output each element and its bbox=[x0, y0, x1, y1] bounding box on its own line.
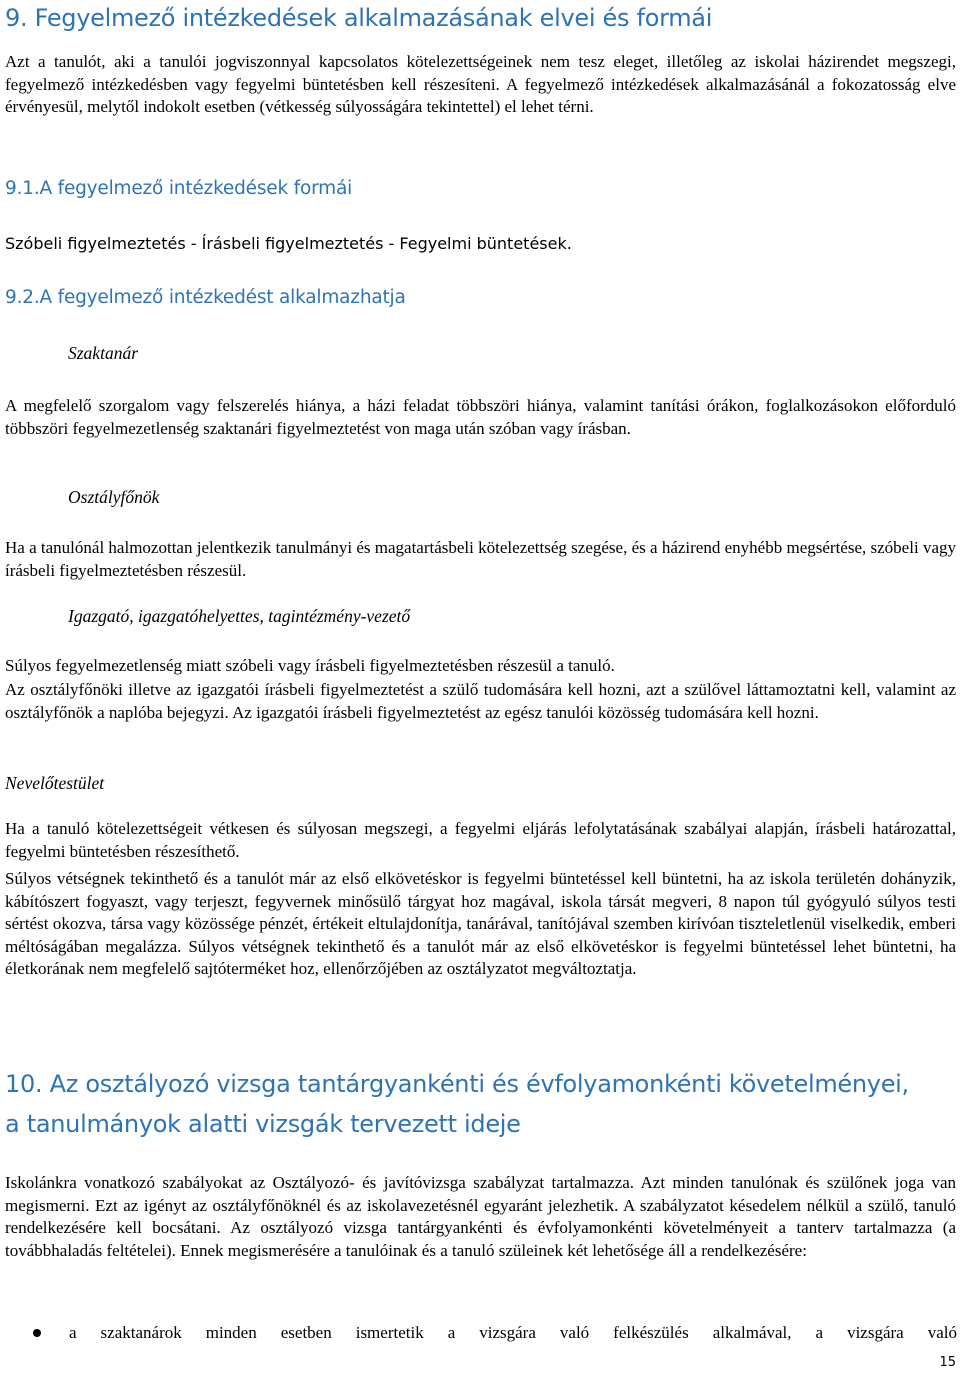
section-9-1-heading: 9.1.A fegyelmező intézkedések formái bbox=[5, 178, 353, 199]
szaktanar-label: Szaktanár bbox=[68, 343, 138, 363]
section-9-1-text: Szóbeli figyelmeztetés - Írásbeli figyelmeztetés - Fegyelmi büntetések. bbox=[5, 234, 572, 253]
section-10-heading-line-1: 10. Az osztályozó vizsga tantárgyankénti és évfolyamonkénti követelményei, bbox=[5, 1070, 909, 1098]
igazgato-label: Igazgató, igazgatóhelyettes, tagintézmény-vezető bbox=[68, 606, 411, 626]
nevelotestulet-label: Nevelőtestület bbox=[5, 773, 105, 793]
nevelotestulet-paragraph-1: Ha a tanuló kötelezettségeit vétkesen és súlyosan megszegi, a fegyelmi eljárás lefolytatásának szabályai alapján, írásbeli határozattal, fegyelmi büntetésben részesíthető. bbox=[5, 819, 956, 861]
osztalyfonok-label: Osztályfőnök bbox=[68, 487, 160, 507]
page-number: 15 bbox=[939, 1355, 956, 1370]
section-9-heading: 9. Fegyelmező intézkedések alkalmazásának elvei és formái bbox=[5, 4, 713, 32]
list-item-text: a szaktanárok minden esetben ismertetik a vizsgára való felkészülés alkalmával, a vizsgára való bbox=[69, 1323, 957, 1342]
section-10-paragraph: Iskolánkra vonatkozó szabályokat az Osztályozó- és javítóvizsga szabályzat tartalmazza. Azt minden tanulónak és szülőnek joga van megismerni. Ezt az igényt az osztályfőnöknél és az iskolavezetésnél egyaránt jelezhetik. A szabályzatot késedelem nélkül a szülő, tanuló rendelkezésére kell bocsátani. Az osztályozó vizsga tantárgyankénti és évfolyamonkénti követelményeit a tanterv tartalmazza (a továbbhaladás feltételei). Ennek megismerésére a tanulóinak és a tanuló szüleinek két lehetősége áll a rendelkezésére: bbox=[5, 1173, 956, 1260]
osztalyfonok-paragraph: Ha a tanulónál halmozottan jelentkezik tanulmányi és magatartásbeli kötelezettség szegése, és a házirend enyhébb megsértése, szóbeli vagy írásbeli figyelmeztetésben részesül. bbox=[5, 538, 956, 580]
nevelotestulet-paragraph-2: Súlyos vétségnek tekinthető és a tanulót már az első elkövetéskor is fegyelmi büntetéssel kell büntetni, ha az iskola területén dohányzik, kábítószert fogyaszt, vagy terjeszt, fegyvernek minősülő tárgyat hoz magával, iskola társát megveri, 8 napon túl gyógyuló súlyos testi sértést okozva, társa vagy közössége pénzét, értékeit eltulajdonítja, tanárával, tanítójával szemben kirívóan tiszteletlenül viselkedik, emberi méltóságában megalázza. Súlyos vétségnek tekinthető és a tanulót már az első elkövetéskor is fegyelmi büntetéssel lehet büntetni, ha életkorának nem megfelelő sajtóterméket hoz, ellenőrzőjében az osztályzatot megváltoztatja. bbox=[5, 869, 956, 978]
igazgato-paragraph-1: Súlyos fegyelmezetlenség miatt szóbeli vagy írásbeli figyelmeztetésben részesül a tanuló. bbox=[5, 656, 615, 675]
igazgato-paragraph-2: Az osztályfőnöki illetve az igazgatói írásbeli figyelmeztetést a szülő tudomására kell hozni, azt a szülővel láttamoztatni kell, valamint az osztályfőnök a naplóba bejegyzi. Az igazgatói írásbeli figyelmeztetést az egész tanulói közösség tudomására kell hozni. bbox=[5, 680, 956, 722]
bullet-icon bbox=[33, 1329, 41, 1337]
section-9-intro-paragraph: Azt a tanulót, aki a tanulói jogviszonnyal kapcsolatos kötelezettségeinek nem tesz eleget, illetőleg az iskolai házirendet megszegi, fegyelmező intézkedésben vagy fegyelmi büntetésben kell részesíteni. A fegyelmező intézkedések alkalmazásánál a fokozatosság elve érvényesül, melytől indokolt esetben (vétkesség súlyosságára tekintettel) el lehet térni. bbox=[5, 52, 956, 116]
section-9-2-heading: 9.2.A fegyelmező intézkedést alkalmazhatja bbox=[5, 287, 406, 308]
szaktanar-paragraph: A megfelelő szorgalom vagy felszerelés hiánya, a házi feladat többszöri hiánya, valamint tanítási órákon, foglalkozásokon előforduló többszöri fegyelmezetlenség szaktanári figyelmeztetést von maga után szóban vagy írásban. bbox=[5, 396, 956, 438]
section-10-heading-line-2: a tanulmányok alatti vizsgák tervezett ideje bbox=[5, 1110, 521, 1138]
